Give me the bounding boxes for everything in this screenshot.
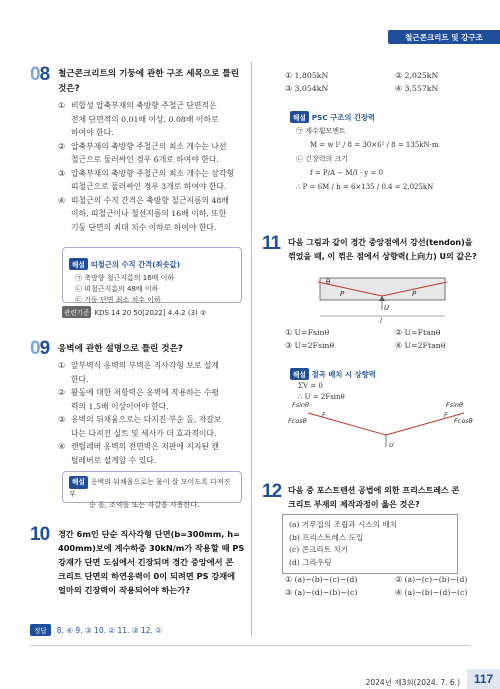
explanation-formula: ∴ U = 2Fsinθ bbox=[298, 393, 345, 401]
choice[interactable]: ④ U=2Ftanθ bbox=[395, 341, 446, 350]
question-8-number bbox=[30, 64, 49, 86]
choice[interactable]: ④ (a)−(b)−(d)−(c) bbox=[395, 588, 468, 597]
reference-badge: 관련기준 bbox=[62, 306, 91, 318]
column-divider bbox=[251, 62, 252, 637]
explanation-line: ㉡ 띠철근지름의 48배 이하 bbox=[75, 285, 159, 293]
question-8-options bbox=[58, 99, 248, 234]
num-digit: 8 bbox=[39, 64, 50, 85]
explanation-title: 절곡 배치 시 상향력 bbox=[311, 370, 376, 379]
question-9-number bbox=[30, 338, 49, 360]
answer-text: 8. ④ 9. ③ 10. ② 11. ③ 12. ② bbox=[56, 625, 162, 635]
question-10-choices bbox=[285, 69, 500, 95]
question-12-choices bbox=[285, 573, 500, 599]
option-mark: ① bbox=[58, 101, 65, 110]
q-line: 얼마의 긴장력이 작용되어야 하는가? bbox=[58, 585, 190, 595]
choice[interactable]: ② 2,025kN bbox=[395, 71, 439, 80]
span-label: l bbox=[380, 317, 382, 324]
option-2[interactable] bbox=[58, 140, 248, 167]
option-line: 틸레버로 설계할 수 있다. bbox=[71, 455, 157, 465]
num-digit: 12 bbox=[262, 481, 282, 502]
option-line: 압축부재의 축방향 주철근의 최소 개수는 나선 bbox=[71, 141, 227, 151]
q-line: 옹벽에 관한 설명으로 틀린 것은? bbox=[58, 344, 183, 354]
option-line: 앞부벽식 옹벽의 부벽은 직사각형 보로 설계 bbox=[71, 361, 219, 370]
choice[interactable]: ③ 3,054kN bbox=[285, 84, 329, 93]
fcos-right: Fcosθ bbox=[454, 417, 473, 425]
answer-badge: 정답 bbox=[30, 624, 51, 636]
explanation-title: 띠철근의 수직 간격(최솟값) bbox=[90, 260, 181, 269]
question-11-choices bbox=[285, 326, 500, 352]
num-zero: 0 bbox=[30, 338, 40, 359]
option-4[interactable] bbox=[58, 194, 248, 235]
option-line: 다는 다져진 실트 및 세사가 더 효과적이다. bbox=[71, 428, 217, 438]
answer-key bbox=[30, 624, 162, 636]
num-digit: 9 bbox=[39, 338, 50, 359]
option-mark: ③ bbox=[58, 415, 65, 424]
p-label-right: P bbox=[412, 290, 417, 298]
explanation-formula: M = w l² / 8 = 30×6² / 8 = 135kN·m bbox=[310, 141, 439, 149]
page-number bbox=[467, 669, 500, 689]
page-number-text: 117 bbox=[473, 672, 494, 686]
explanation-badge: 해설 bbox=[69, 476, 88, 489]
u-label: U bbox=[389, 441, 394, 449]
question-9-text bbox=[58, 342, 248, 357]
option-line: 띠철근으로 둘러싸인 경우 3개로 하여야 한다. bbox=[71, 182, 227, 191]
p-label-left: P bbox=[340, 290, 345, 298]
question-12-box bbox=[282, 514, 458, 574]
choice[interactable]: ② U=Ftanθ bbox=[395, 328, 441, 337]
option-line: 캔틸레버 옹벽의 전면벽은 저판에 지지된 캔 bbox=[71, 442, 219, 451]
option-4[interactable] bbox=[58, 440, 248, 467]
option-line: 하여야 한다. bbox=[71, 128, 114, 137]
question-9-options bbox=[58, 359, 248, 467]
option-mark: ② bbox=[58, 388, 65, 397]
tendon-left bbox=[308, 413, 386, 435]
option-mark: ③ bbox=[58, 168, 65, 178]
num-zero: 0 bbox=[30, 64, 40, 85]
explanation-line: ㉠ 계수휨모멘트 bbox=[296, 127, 346, 135]
question-9-explanation bbox=[62, 471, 242, 509]
q-line: 꺾었을 때, 이 꺾은 점에서 상향력(上向力) U의 값은? bbox=[288, 252, 477, 261]
f-left: F bbox=[322, 411, 326, 419]
explanation-formula: ∴ P = 6M / h = 6×135 / 0.4 = 2,025kN bbox=[296, 183, 434, 191]
q-line: 강재가 단면 도심에서 긴장되며 경간 중앙에서 콘 bbox=[58, 557, 234, 567]
question-8-reference bbox=[62, 306, 206, 318]
question-12-text bbox=[288, 484, 488, 512]
q-line: 것은? bbox=[58, 83, 80, 94]
theta-label: θ bbox=[326, 278, 331, 286]
tendon-figure bbox=[300, 268, 460, 324]
option-mark: ④ bbox=[58, 195, 65, 205]
reference-text: KDS 14 20 50[2022] 4.4.2 (3) ② bbox=[94, 309, 207, 317]
q-line: 철근콘크리트의 기둥에 관한 구조 세목으로 틀린 bbox=[58, 69, 239, 79]
choice[interactable]: ③ (a)−(d)−(b)−(c) bbox=[285, 588, 358, 597]
option-line: 띠철근의 수직 간격은 축방향 철근지름의 48배 bbox=[71, 195, 229, 205]
q-line: 다음 그림과 같이 경간 중앙점에서 강선(tendon)을 bbox=[288, 238, 473, 247]
choice[interactable]: ② (a)−(c)−(b)−(d) bbox=[395, 575, 468, 584]
option-mark: ① bbox=[58, 361, 65, 370]
question-10-explanation bbox=[286, 103, 466, 207]
question-11-explanation bbox=[286, 360, 476, 400]
fsin-right: Fsinθ bbox=[446, 401, 464, 409]
num-digit: 11 bbox=[262, 233, 281, 254]
explanation-line: 옹벽의 뒤채움으로는 물이 잘 모이도록 다져진 부 bbox=[69, 478, 231, 498]
tendon-right bbox=[386, 413, 464, 435]
footer-divider bbox=[30, 645, 470, 646]
f-right: F bbox=[444, 411, 448, 419]
box-line: (a) 거푸집의 조립과 시스의 배치 bbox=[289, 520, 398, 529]
explanation-formula: f = P/A − M/I · y = 0 bbox=[310, 169, 384, 177]
question-11-number bbox=[262, 233, 280, 255]
beam-rect bbox=[320, 278, 445, 300]
option-line: 철근으로 둘러싸인 경우 6개로 하여야 한다. bbox=[71, 155, 219, 164]
option-2[interactable] bbox=[58, 386, 248, 413]
option-3[interactable] bbox=[58, 413, 248, 440]
option-mark: ④ bbox=[58, 442, 65, 451]
q-line: 다음 중 포스트텐션 공법에 의한 프리스트레스 콘 bbox=[288, 486, 460, 495]
explanation-title: PSC 구조의 긴장력 bbox=[311, 113, 376, 122]
force-diagram bbox=[288, 401, 488, 449]
explanation-line: ㉡ 긴장력의 크기 bbox=[296, 155, 349, 163]
choice[interactable]: ① U=Fsinθ bbox=[285, 328, 330, 337]
choice[interactable]: ③ U=2Fsinθ bbox=[285, 341, 335, 350]
box-line: (d) 그라우팅 bbox=[289, 557, 332, 567]
option-line: 옹벽의 뒤채움으로는 다지진 부순 돌, 자갈보 bbox=[71, 415, 222, 424]
explanation-formula: ΣV = 0 bbox=[298, 382, 323, 390]
option-1[interactable] bbox=[58, 99, 248, 140]
option-3[interactable] bbox=[58, 167, 248, 194]
q-line: 경간 6m인 단순 직사각형 단면(b=300mm, h= bbox=[58, 529, 240, 539]
question-10-text bbox=[58, 527, 250, 597]
explanation-badge: 해설 bbox=[290, 368, 309, 380]
option-line: 활동에 대한 저항력은 옹벽에 작용하는 수평 bbox=[71, 388, 219, 397]
chapter-title: 철근콘크리트 및 강구조 bbox=[405, 32, 483, 42]
question-8-explanation bbox=[62, 247, 242, 303]
option-1[interactable] bbox=[58, 359, 248, 386]
option-line: 전체 단면적의 0.01배 이상, 0.08배 이하로 bbox=[71, 114, 219, 124]
footer-issue: 2024년 제3회(2024. 7. 6.) bbox=[365, 678, 460, 687]
q-line: 400mm)보에 계수하중 30kN/m가 작용할 때 PS bbox=[58, 543, 245, 553]
option-mark: ② bbox=[58, 141, 65, 151]
num-digit: 10 bbox=[30, 524, 50, 545]
explanation-badge: 해설 bbox=[290, 111, 309, 123]
question-8-text bbox=[58, 67, 248, 96]
question-11-text bbox=[288, 236, 488, 264]
q-line: 크리트 단면의 하연응력이 0이 되려면 PS 강재에 bbox=[58, 571, 236, 581]
explanation-line: ㉢ 기둥 단면 최소 치수 이하 bbox=[75, 296, 161, 304]
q-line: 크리트 부재의 제작과정이 옳은 것은? bbox=[288, 500, 420, 509]
choice[interactable]: ① 1,805kN bbox=[285, 71, 329, 80]
box-line: (c) 콘크리트 치기 bbox=[289, 545, 349, 554]
explanation-line: ㉠ 축방향 철근지름의 16배 이하 bbox=[75, 274, 175, 282]
choice[interactable]: ① (a)−(b)−(c)−(d) bbox=[285, 575, 358, 584]
chapter-tab bbox=[388, 30, 500, 44]
option-line: 압축부재의 축방향 주철근의 최소 개수는 삼각형 bbox=[71, 168, 235, 178]
box-line: (b) 프리스트레스 도입 bbox=[289, 532, 364, 542]
question-10-number bbox=[30, 524, 49, 546]
option-line: 한다. bbox=[71, 374, 89, 384]
option-line: 력의 1.5배 이상이어야 한다. bbox=[71, 401, 169, 411]
fcos-left: Fcosθ bbox=[288, 417, 307, 425]
option-line: 비합성 압축부재의 축방향 주철근 단면적은 bbox=[71, 101, 217, 110]
question-12-number bbox=[262, 481, 281, 503]
explanation-line: 순 돌, 조약돌 또는 자갈을 사용한다. bbox=[89, 501, 200, 509]
option-line: 기둥 단면의 최대 치수 이하로 하여야 한다. bbox=[71, 222, 217, 232]
u-label: U bbox=[384, 304, 390, 312]
explanation-badge: 해설 bbox=[69, 258, 88, 270]
option-line: 이하, 띠철근이나 철선지름의 16배 이하, 또한 bbox=[71, 209, 227, 218]
fsin-left: Fsinθ bbox=[292, 401, 310, 409]
choice[interactable]: ④ 3,557kN bbox=[395, 84, 439, 93]
